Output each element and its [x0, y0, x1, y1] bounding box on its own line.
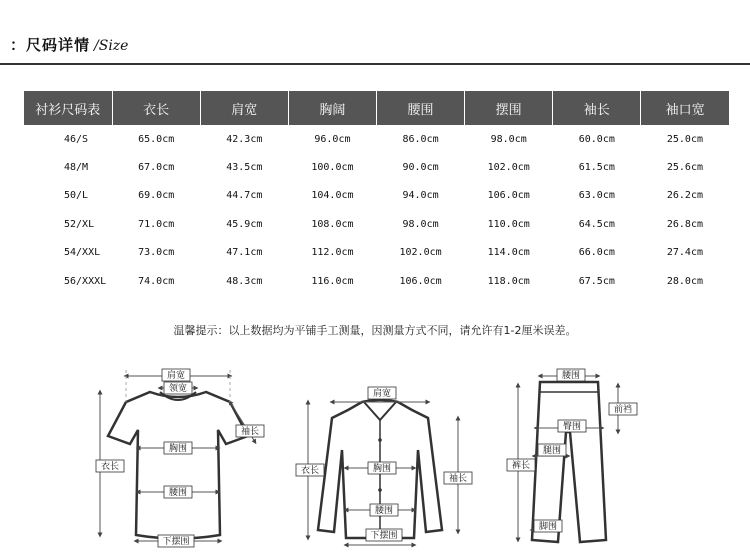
measurement-cell: 90.0cm	[402, 162, 439, 174]
measurement-cell: 108.0cm	[311, 218, 354, 230]
col-header: 摆围	[465, 91, 553, 125]
measurement-cell: 112.0cm	[311, 247, 354, 259]
measurement-cell: 73.0cm	[138, 247, 175, 259]
col-header: 衬衫尺码表	[24, 91, 112, 125]
measurement-cell: 42.3cm	[226, 133, 263, 145]
measurement-cell: 25.0cm	[666, 133, 703, 145]
measurement-cell: 28.0cm	[666, 275, 703, 287]
measurement-cell: 118.0cm	[487, 275, 530, 287]
col-header: 胸阔	[288, 91, 376, 125]
size-cell: 52/XL	[64, 218, 95, 230]
measurement-cell: 100.0cm	[311, 162, 354, 174]
measurement-cell: 94.0cm	[402, 190, 439, 202]
tshirt-labels	[96, 369, 264, 547]
shirt-sleeve-label: 袖长	[448, 474, 468, 484]
col-header: 袖长	[553, 91, 641, 125]
measurement-cell: 110.0cm	[487, 218, 530, 230]
measurement-cell: 106.0cm	[399, 275, 442, 287]
measurement-cell: 114.0cm	[487, 247, 530, 259]
tshirt-sleeve-label: 袖长	[240, 427, 260, 437]
pants-length-label: 裤长	[511, 461, 531, 471]
size-cell: 54/XXL	[64, 247, 101, 259]
measurement-cell: 65.0cm	[138, 133, 175, 145]
table-row	[24, 153, 729, 181]
shirt-waist-label: 腰围	[374, 506, 394, 516]
size-cell: 50/L	[64, 190, 89, 202]
measurement-cell: 25.6cm	[666, 162, 703, 174]
tshirt-diagram	[108, 392, 248, 539]
measurement-cell: 71.0cm	[138, 218, 175, 230]
table-row	[24, 182, 729, 210]
shirt-hem-label: 下摆围	[370, 531, 398, 541]
pants-rise-label: 前裆	[613, 405, 633, 415]
table-row	[24, 125, 729, 153]
measurement-cell: 86.0cm	[402, 133, 439, 145]
measurement-cell: 67.0cm	[138, 162, 175, 174]
col-header: 袖口宽	[641, 91, 729, 125]
col-header: 肩宽	[200, 91, 288, 125]
measurement-cell: 98.0cm	[490, 133, 527, 145]
measurement-cell: 69.0cm	[138, 190, 175, 202]
col-header: 腰围	[377, 91, 465, 125]
measurement-cell: 61.5cm	[578, 162, 615, 174]
measurement-cell: 26.8cm	[666, 218, 703, 230]
measurement-cell: 102.0cm	[487, 162, 530, 174]
tshirt-length-label: 衣长	[100, 462, 120, 472]
measurement-cell: 47.1cm	[226, 247, 263, 259]
table-row	[24, 210, 729, 238]
table-row	[24, 267, 729, 295]
section-title	[10, 34, 128, 55]
measurement-cell: 116.0cm	[311, 275, 354, 287]
measurement-cell: 104.0cm	[311, 190, 354, 202]
measurement-cell: 43.5cm	[226, 162, 263, 174]
measurement-cell: 106.0cm	[487, 190, 530, 202]
size-table-header	[24, 91, 729, 125]
section-title-en: /Size	[94, 38, 129, 54]
pants-ankle-label: 脚围	[538, 522, 558, 532]
tshirt-hem-label: 下摆围	[162, 537, 190, 547]
measurement-cell: 102.0cm	[399, 247, 442, 259]
section-title-zh: ：尺码详情	[10, 36, 91, 54]
pants-hip-label: 臀围	[562, 422, 582, 432]
size-table	[24, 91, 729, 295]
measurement-diagrams	[0, 340, 750, 555]
measurement-cell: 67.5cm	[578, 275, 615, 287]
shirt-shoulder-label: 肩宽	[372, 389, 392, 399]
measurement-cell: 60.0cm	[578, 133, 615, 145]
shirt-chest-label: 胸围	[372, 464, 392, 474]
measurement-cell: 64.5cm	[578, 218, 615, 230]
size-cell: 48/M	[64, 162, 89, 174]
measurement-cell: 66.0cm	[578, 247, 615, 259]
measurement-cell: 48.3cm	[226, 275, 263, 287]
tshirt-waist-label: 腰围	[168, 488, 188, 498]
col-header: 衣长	[112, 91, 200, 125]
measurement-cell: 74.0cm	[138, 275, 175, 287]
pants-waist-label: 腰围	[561, 371, 581, 381]
measurement-cell: 45.9cm	[226, 218, 263, 230]
measurement-cell: 96.0cm	[314, 133, 351, 145]
shirt-labels	[296, 387, 472, 541]
pants-thigh-label: 腿围	[542, 446, 562, 456]
measurement-cell: 63.0cm	[578, 190, 615, 202]
measurement-note: 温馨提示：以上数据均为平铺手工测量，因测量方式不同，请允许有1-2厘米误差。	[173, 324, 577, 337]
table-row	[24, 239, 729, 267]
measurement-cell: 44.7cm	[226, 190, 263, 202]
measurement-cell: 26.2cm	[666, 190, 703, 202]
tshirt-shoulder-label: 肩宽	[166, 371, 186, 381]
pants-diagram	[532, 382, 606, 542]
shirt-length-label: 衣长	[300, 466, 320, 476]
title-divider	[0, 63, 750, 65]
size-cell: 46/S	[64, 133, 89, 145]
tshirt-collar-label: 领宽	[168, 384, 188, 394]
measurement-cell: 98.0cm	[402, 218, 439, 230]
tshirt-chest-label: 胸围	[168, 444, 188, 454]
size-cell: 56/XXXL	[64, 275, 107, 287]
measurement-cell: 27.4cm	[666, 247, 703, 259]
